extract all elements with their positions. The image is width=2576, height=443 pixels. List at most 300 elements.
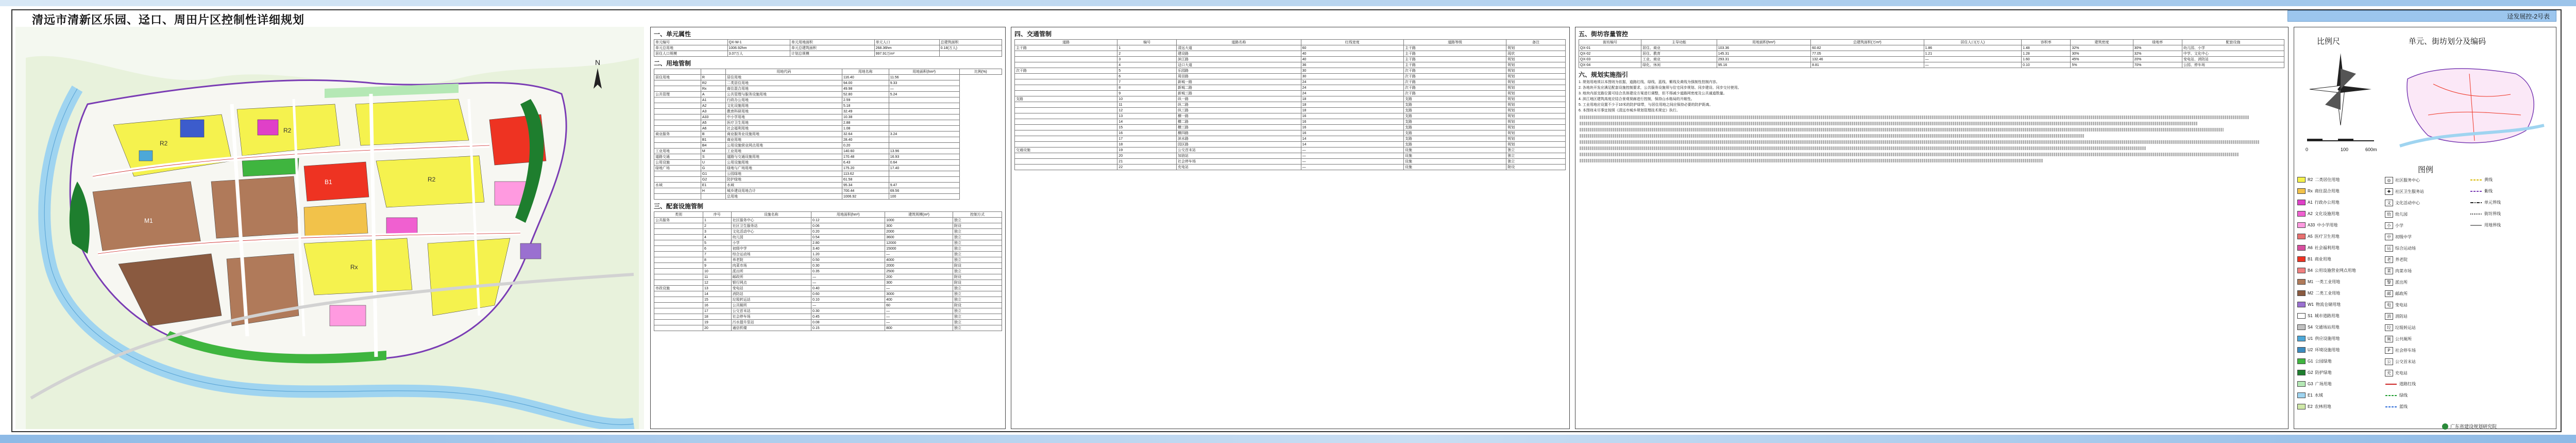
table-cell: 支路 — [1403, 142, 1506, 147]
table-header-cell: 建筑密度 — [2071, 40, 2133, 45]
table-cell — [701, 194, 725, 200]
legend-item-landuse — [2297, 358, 2332, 364]
legend-item-landuse — [2297, 279, 2340, 285]
legend-swatch — [2297, 404, 2306, 409]
table-cell: 独立 — [953, 246, 1002, 252]
table-cell: 主干路 — [1015, 45, 1117, 51]
table-row — [654, 314, 1002, 320]
table-cell: 1000 — [885, 218, 953, 223]
svg-text:R2: R2 — [283, 127, 292, 134]
table-cell: 4000 — [885, 257, 953, 263]
legend-item-landuse — [2297, 370, 2332, 375]
unit-cell: 计划总规模 — [790, 51, 874, 57]
table-cell — [889, 126, 959, 132]
table-cell: 中学、文化中心 — [2182, 51, 2284, 57]
facility-symbol-icon: 小 — [2385, 222, 2393, 229]
bottom-stripe — [0, 435, 2576, 443]
table-cell — [654, 126, 701, 132]
table-cell: G — [701, 166, 725, 171]
table-cell: 16.93 — [889, 154, 959, 160]
table-cell: 18 — [1301, 102, 1403, 108]
table-cell — [889, 177, 959, 183]
table-cell: 新城一路 — [1177, 79, 1301, 85]
table-cell: 10 — [1117, 96, 1177, 102]
legend-label: 环境设施用地 — [2315, 348, 2340, 352]
table-cell — [654, 314, 703, 320]
table-cell: 10 — [703, 269, 731, 274]
table-cell: R2 — [701, 80, 725, 86]
table-header-cell — [701, 69, 725, 75]
table-cell: 12000 — [885, 240, 953, 246]
table-cell — [654, 194, 701, 200]
table-cell: 16 — [1301, 113, 1403, 119]
table-row — [1015, 113, 1566, 119]
table-cell: 加油站 — [1177, 153, 1301, 159]
table-cell: 16 — [1301, 119, 1403, 125]
table-cell: 17.40 — [889, 166, 959, 171]
table-cell: 3 — [703, 229, 731, 235]
table-cell — [1015, 136, 1117, 142]
legend-label: 公交首末站 — [2395, 359, 2416, 364]
table-cell: 1.86 — [1924, 45, 2022, 51]
table-cell: 肉菜市场 — [731, 263, 811, 269]
table-row — [654, 269, 1002, 274]
table-cell: 40 — [1301, 51, 1403, 57]
svg-text:Rx: Rx — [350, 264, 358, 271]
table-row — [654, 114, 1002, 120]
table-cell: 次干路 — [1403, 85, 1506, 91]
plate-label: 迳发展控-2号表 — [2287, 10, 2556, 22]
table-cell: 公共服务 — [654, 218, 703, 223]
table-cell: 0.15 — [811, 325, 885, 331]
land-use-map[interactable] — [15, 27, 644, 429]
table-cell: 横四路 — [1177, 130, 1301, 136]
table-header-cell: 总建筑面积(万m²) — [1811, 40, 1924, 45]
table-cell: 充电站 — [1177, 165, 1301, 170]
table-row — [654, 194, 1002, 200]
legend-item-landuse — [2297, 200, 2340, 205]
table-row — [654, 218, 1002, 223]
legend-code: W1 — [2308, 302, 2314, 307]
table-cell — [654, 252, 703, 257]
facility-symbol-icon: 厕 — [2385, 336, 2393, 342]
table-cell: 17 — [703, 308, 731, 314]
panel-land-control — [650, 27, 1006, 429]
legend-label: 防护绿地 — [2315, 370, 2332, 375]
table-cell: 支路 — [1403, 125, 1506, 130]
legend-swatch — [2297, 392, 2306, 398]
legend-code: G3 — [2308, 382, 2313, 386]
table-cell: A3 — [701, 109, 725, 114]
legend-item-landuse — [2297, 177, 2340, 183]
table-cell: 40 — [1301, 57, 1403, 62]
table-cell: 规划 — [1506, 57, 1566, 62]
table-row — [654, 120, 1002, 126]
legend-item-line — [2385, 404, 2408, 409]
table-cell: 垃圾转运站 — [731, 297, 811, 303]
table-row — [654, 86, 1002, 92]
legend-label: 绿线 — [2399, 393, 2408, 398]
table-cell: 商业用地 — [725, 137, 842, 143]
table-cell: 0.20 — [811, 229, 885, 235]
table-cell: A33 — [701, 114, 725, 120]
table-header-cell: 用地面积(hm²) — [811, 212, 885, 218]
table-cell: 规划 — [1506, 68, 1566, 74]
legend-item-symbol — [2385, 222, 2403, 229]
table-cell: 18 — [1301, 108, 1403, 113]
legend-label: 垃圾转运站 — [2395, 325, 2416, 330]
svg-text:N: N — [595, 58, 601, 67]
legend-label: 邮政所 — [2395, 291, 2408, 296]
legend-item-symbol — [2385, 268, 2412, 274]
table-cell: 公用设施 — [654, 160, 701, 166]
table-cell: 14 — [1301, 136, 1403, 142]
table-cell: 24 — [1301, 91, 1403, 96]
footer-logo-text: 广东省建设规划研究院 — [2450, 424, 2497, 429]
table-row — [654, 149, 1002, 154]
table-cell: 1.60 — [2022, 57, 2071, 62]
text-line — [1580, 128, 2224, 132]
table-cell: 45% — [2071, 57, 2133, 62]
table-cell: 规划 — [1506, 136, 1566, 142]
table-cell — [889, 97, 959, 103]
table-cell: 支路 — [1403, 96, 1506, 102]
table-cell: — — [1924, 57, 2022, 62]
table-header-cell: 道路等级 — [1403, 40, 1506, 45]
legend-item-landuse — [2297, 381, 2332, 387]
table-cell: 0.50 — [811, 257, 885, 263]
facility-symbol-icon: 老 — [2385, 256, 2393, 263]
table-cell: — — [1301, 159, 1403, 165]
table-cell: 16 — [1117, 130, 1177, 136]
line-style-icon — [2470, 177, 2482, 183]
table-cell: 22 — [1117, 165, 1177, 170]
landuse-table — [654, 69, 1002, 200]
table-header-cell: 用地代码 — [725, 69, 842, 75]
table-cell: 商住混合用地 — [725, 86, 842, 92]
table-cell — [654, 143, 701, 149]
line-style-icon — [2470, 223, 2482, 228]
scale-tick-0: 0 — [2306, 147, 2309, 152]
legend-item-symbol — [2385, 211, 2408, 218]
table-cell: 迳口大道 — [1177, 62, 1301, 68]
table-row — [654, 143, 1002, 149]
table-cell: 18 — [703, 314, 731, 320]
table-cell: 设施 — [1403, 153, 1506, 159]
table-cell: B4 — [701, 143, 725, 149]
unit-cell: 997.91万m² — [874, 51, 939, 57]
table-cell — [654, 297, 703, 303]
table-row — [654, 325, 1002, 331]
legend-label: 幼儿园 — [2395, 212, 2408, 217]
table-cell: 0.64 — [889, 160, 959, 166]
map-area[interactable] — [15, 27, 644, 429]
table-cell: 规划 — [1506, 108, 1566, 113]
table-cell: 主干路 — [1403, 62, 1506, 68]
table-cell: 道路与交通设施用地 — [725, 154, 842, 160]
table-cell — [1015, 113, 1117, 119]
table-header-cell: 道路名称 — [1177, 40, 1301, 45]
svg-text:R2: R2 — [160, 140, 168, 147]
legend-label: 公共厕所 — [2395, 337, 2412, 341]
table-cell: A2 — [701, 103, 725, 109]
table-cell — [654, 120, 701, 126]
legend-label: 商住混合用地 — [2314, 189, 2340, 193]
legend-label: 黄线 — [2484, 177, 2493, 182]
table-cell: 次干路 — [1403, 79, 1506, 85]
table-cell: — — [885, 314, 953, 320]
table-cell — [889, 103, 959, 109]
legend-item-landuse — [2297, 222, 2337, 228]
legend-code: G1 — [2308, 359, 2313, 364]
line-style-icon — [2470, 211, 2482, 217]
table-cell: 7 — [703, 252, 731, 257]
table-cell: 32% — [2133, 51, 2182, 57]
table-row — [654, 75, 1002, 80]
table-cell: 横二路 — [1177, 119, 1301, 125]
notes-list — [1575, 80, 2288, 113]
table-cell: 0.54 — [811, 235, 885, 240]
legend-code: M1 — [2308, 280, 2314, 284]
table-cell — [654, 240, 703, 246]
table-cell: 94.00 — [842, 80, 889, 86]
table-cell: 0.10 — [811, 297, 885, 303]
legend-label: 一类工业用地 — [2315, 280, 2341, 284]
legend-swatch — [2297, 358, 2306, 364]
table-cell — [654, 188, 701, 194]
facility-symbol-icon: 运 — [2385, 245, 2393, 252]
table-cell: QX-04 — [1579, 62, 1641, 68]
table-cell: 独立 — [953, 269, 1002, 274]
table-cell: 0.20 — [842, 143, 889, 149]
table-cell: 1.28 — [2022, 51, 2071, 57]
legend-label: 供应设施用地 — [2315, 336, 2340, 341]
table-cell: 3.24 — [889, 132, 959, 137]
table-cell: 居住用地 — [725, 75, 842, 80]
legend-label: 小学 — [2395, 223, 2403, 228]
table-cell: 独立 — [953, 297, 1002, 303]
table-cell — [654, 246, 703, 252]
table-cell — [1015, 159, 1117, 165]
scale-title: 比例尺 — [2317, 37, 2341, 46]
table-cell: 116.40 — [842, 75, 889, 80]
table-cell: 独立 — [1506, 159, 1566, 165]
legend-item-symbol — [2385, 313, 2408, 320]
unit-th-4: 总建筑面积 — [939, 40, 1002, 45]
facility-symbol-icon: 电 — [2385, 302, 2393, 308]
legend-swatch — [2297, 234, 2306, 239]
svg-text:B1: B1 — [325, 178, 332, 186]
legend-item-line — [2385, 392, 2408, 398]
table-cell: 70% — [2133, 62, 2182, 68]
table-cell — [654, 325, 703, 331]
table-header-cell: 居住人口(万人) — [1924, 40, 2022, 45]
table-row — [1015, 159, 1566, 165]
table-header-cell: 设施名称 — [731, 212, 811, 218]
line-style-icon — [2470, 200, 2482, 205]
table-cell — [889, 114, 959, 120]
table-cell: 700.44 — [842, 188, 889, 194]
table-cell: — — [811, 280, 885, 286]
text-line — [1580, 140, 2260, 144]
table-cell: 公用设施营业网点用地 — [725, 143, 842, 149]
table-cell: 独立 — [1506, 147, 1566, 153]
table-cell: 绿地广场 — [654, 166, 701, 171]
table-row — [1579, 45, 2284, 51]
table-header-cell — [654, 69, 701, 75]
table-cell: 60 — [1301, 45, 1403, 51]
legend-label: 物流仓储用地 — [2316, 302, 2341, 307]
table-cell: — — [811, 303, 885, 308]
table-cell: 社会停车场 — [731, 314, 811, 320]
legend-swatch — [2297, 370, 2306, 375]
table-cell: 支路 — [1015, 96, 1117, 102]
table-row — [1015, 165, 1566, 170]
table-cell: 商业服务 — [654, 132, 701, 137]
unit-th-1: QX-W-1 — [727, 40, 790, 45]
table-cell: 132.46 — [1811, 57, 1924, 62]
table-header-cell: 用地名称 — [842, 69, 889, 75]
table-row — [654, 103, 1002, 109]
table-row — [1015, 147, 1566, 153]
legend-code: R2 — [2308, 177, 2313, 182]
table-cell: 附设 — [953, 223, 1002, 229]
table-row — [654, 109, 1002, 114]
table-row — [654, 252, 1002, 257]
table-cell: 145.31 — [1717, 51, 1810, 57]
legend-item-line — [2385, 381, 2416, 387]
table-cell — [654, 274, 703, 280]
table-cell: 综合运动场 — [731, 252, 811, 257]
table-cell: 绿地与广场用地 — [725, 166, 842, 171]
block-table — [1579, 39, 2284, 68]
table-cell: 2 — [1117, 51, 1177, 57]
table-header-cell: 绿地率 — [2133, 40, 2182, 45]
legend-label: 紫线 — [2484, 189, 2493, 193]
scale-tick-1: 100 — [2341, 147, 2349, 152]
table-cell: 14 — [703, 291, 731, 297]
table-cell: 18 — [1117, 142, 1177, 147]
legend-label: 肉菜市场 — [2395, 269, 2412, 273]
table-cell: 周田路 — [1177, 74, 1301, 79]
table-cell: 5 — [703, 240, 731, 246]
table-cell: — — [889, 86, 959, 92]
facility-table — [654, 211, 1002, 331]
table-row — [1579, 62, 2284, 68]
legend-item-symbol — [2385, 324, 2416, 331]
legend-item-symbol — [2385, 302, 2408, 308]
table-cell: 主干路 — [1403, 51, 1506, 57]
table-cell: 社区卫生服务站 — [731, 223, 811, 229]
table-row — [654, 97, 1002, 103]
table-cell: 14 — [1301, 142, 1403, 147]
legend-swatch — [2297, 268, 2306, 273]
table-cell: — — [885, 320, 953, 325]
table-cell: 支路 — [1403, 130, 1506, 136]
legend-swatch — [2297, 347, 2306, 353]
note-line: 6. 本图则未尽事宜按照《清远市城乡规划管理技术规定》执行。 — [1579, 109, 1680, 112]
legend-swatch — [2297, 336, 2306, 341]
table-cell: S — [701, 154, 725, 160]
table-cell: 幼儿园、小学 — [2182, 45, 2284, 51]
table-cell: B1 — [701, 137, 725, 143]
table-cell — [654, 257, 703, 263]
legend-label: 社区服务中心 — [2395, 178, 2420, 183]
table-cell — [654, 109, 701, 114]
table-cell: 0.06 — [811, 223, 885, 229]
table-cell: 5.24 — [889, 92, 959, 97]
facility-symbol-icon: ✚ — [2385, 188, 2393, 195]
legend-item-symbol — [2385, 370, 2408, 376]
table-row — [654, 303, 1002, 308]
table-cell: 支路 — [1403, 113, 1506, 119]
table-cell: 二类居住用地 — [725, 80, 842, 86]
table-header-cell: 街坊编号 — [1579, 40, 1641, 45]
legend-item-symbol — [2385, 279, 2408, 286]
legend-item-landuse — [2297, 256, 2331, 262]
table-cell: 幼儿园 — [731, 235, 811, 240]
table-cell: 工业用地 — [654, 149, 701, 154]
table-cell: 独立 — [953, 325, 1002, 331]
note-line: 3. 地块内部支路位置可结合具体建设方案进行调整，但不得减少道路网密度及公共通道数量。 — [1579, 92, 1727, 95]
table-cell: 49.98 — [842, 86, 889, 92]
table-cell: — — [1301, 153, 1403, 159]
table-cell: 医疗卫生用地 — [725, 120, 842, 126]
table-cell: 36 — [1301, 62, 1403, 68]
table-cell: 12 — [1117, 108, 1177, 113]
table-cell: — — [1301, 165, 1403, 170]
locator-map[interactable] — [2397, 48, 2547, 156]
table-cell — [1015, 57, 1117, 62]
table-cell: 滨水路 — [1177, 136, 1301, 142]
table-row — [654, 166, 1002, 171]
facility-symbol-icon: 中 — [2385, 234, 2393, 240]
legend-item-symbol — [2385, 177, 2420, 184]
table-cell: 19 — [1117, 147, 1177, 153]
legend-item-symbol — [2385, 256, 2408, 263]
table-cell: 3000 — [885, 291, 953, 297]
table-cell: 15000 — [885, 246, 953, 252]
table-row — [654, 183, 1002, 188]
table-cell — [654, 80, 701, 86]
table-header-cell: 控制方式 — [953, 212, 1002, 218]
legend-item-symbol — [2385, 290, 2408, 297]
table-cell: 工业、商业 — [1641, 57, 1717, 62]
table-cell: 800 — [885, 325, 953, 331]
table-cell: 20 — [703, 325, 731, 331]
legend-swatch — [2297, 177, 2306, 183]
unit-th-2: 单元用地面积 — [790, 40, 874, 45]
legend-label: 社区卫生服务站 — [2395, 189, 2424, 194]
legend-swatch — [2297, 279, 2306, 285]
table-cell: 103.36 — [1717, 45, 1810, 51]
legend-code: A33 — [2308, 223, 2315, 227]
table-cell: 1006.92 — [842, 194, 889, 200]
table-cell: — — [885, 286, 953, 291]
legend-label: 城市道路用地 — [2314, 314, 2340, 318]
legend-item-landuse — [2297, 245, 2340, 251]
legend-label: 养老院 — [2395, 257, 2408, 262]
table-cell: 2000 — [885, 263, 953, 269]
table-row — [654, 274, 1002, 280]
table-header-cell: 配套设施 — [2182, 40, 2284, 45]
text-line — [1580, 159, 2043, 162]
table-cell: 绿化、休闲 — [1641, 62, 1717, 68]
table-cell: 派出所 — [731, 269, 811, 274]
table-cell: 独立 — [953, 218, 1002, 223]
table-cell — [1015, 119, 1117, 125]
table-cell: 52.80 — [842, 92, 889, 97]
